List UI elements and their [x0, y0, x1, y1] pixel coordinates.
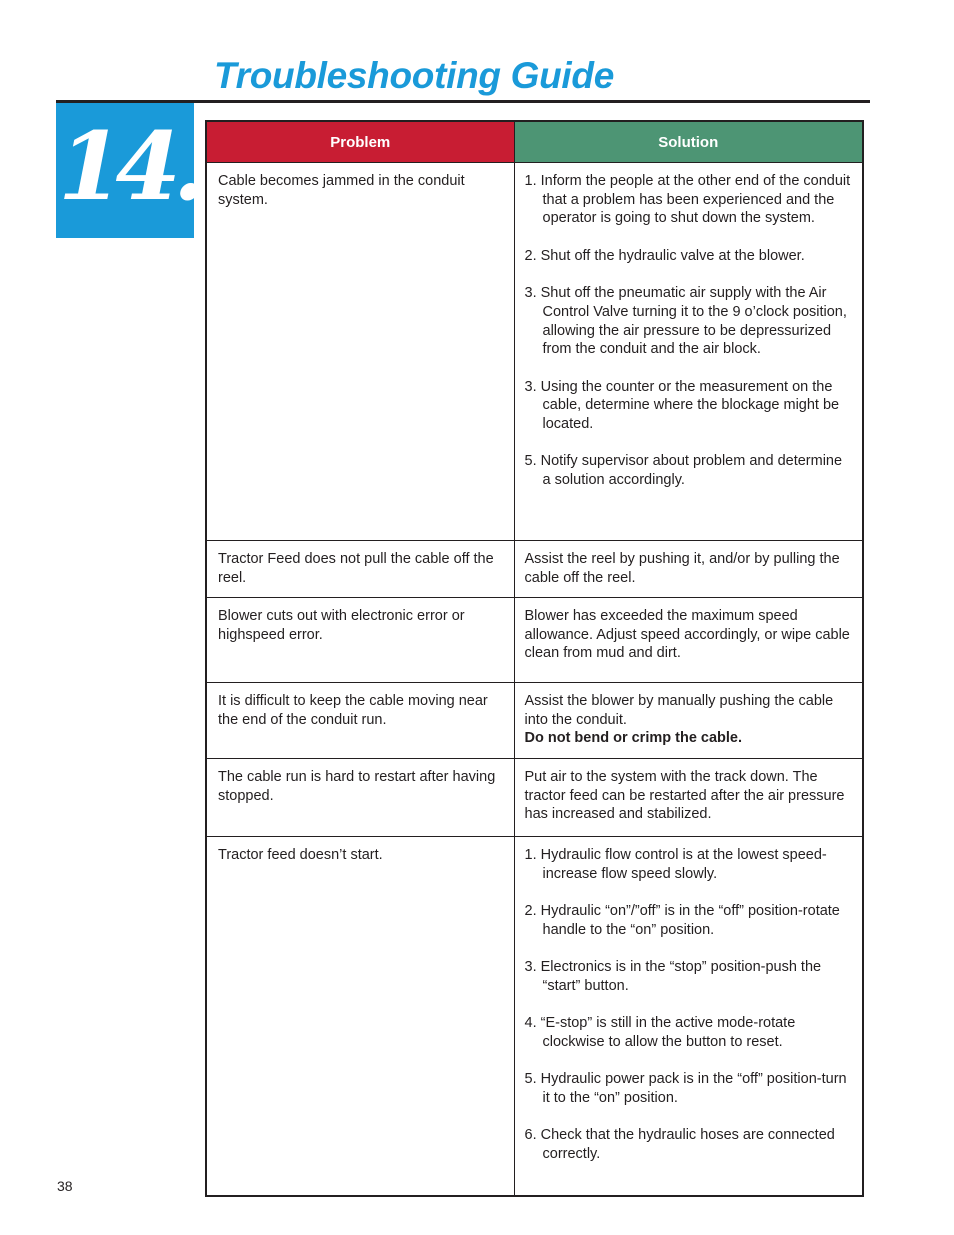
table-header-row — [206, 121, 863, 163]
problem-cell: It is difficult to keep the cable moving near the end of the conduit run. — [206, 683, 514, 759]
solution-step: 6. Check that the hydraulic hoses are connected correctly. — [524, 1127, 835, 1163]
solution-text: Assist the blower by manually pushing the cable into the conduit. — [524, 693, 834, 728]
solution-cell: Blower has exceeded the maximum speed allowance. Adjust speed accordingly, or wipe cable clean from mud and dirt. — [514, 598, 863, 683]
problem-column-header: Problem — [206, 121, 514, 163]
solution-column-header: Solution — [514, 121, 863, 163]
table-row — [206, 759, 863, 837]
solution-step: 2. Hydraulic “on”/”off” is in the “off” position-rotate handle to the “on” position. — [524, 903, 840, 938]
table-row — [206, 837, 863, 1196]
solution-step: 5. Notify supervisor about problem and determine a solution accordingly. — [524, 453, 843, 489]
troubleshooting-table — [205, 120, 864, 1197]
table-row — [206, 683, 863, 759]
solution-cell — [514, 837, 863, 1196]
warning-text: Do not bend or crimp the cable. — [524, 730, 743, 747]
solution-step: 5. Hydraulic power pack is in the “off” position-turn it to the “on” position. — [524, 1071, 847, 1107]
chapter-number: 14. — [58, 112, 198, 222]
solution-cell: Put air to the system with the track down. The tractor feed can be restarted after the air pressure has increased and stabilized. — [514, 759, 863, 837]
table-row — [206, 598, 863, 683]
page-number: 38 — [57, 1178, 73, 1194]
problem-cell: The cable run is hard to restart after having stopped. — [206, 759, 514, 837]
solution-step: 1. Hydraulic flow control is at the lowest speed-increase flow speed slowly. — [524, 847, 827, 882]
table-row — [206, 541, 863, 598]
solution-step: 4. “E-stop” is still in the active mode-rotate clockwise to allow the button to reset. — [524, 1015, 796, 1050]
problem-cell: Cable becomes jammed in the conduit system. — [206, 163, 514, 541]
page-title: Troubleshooting Guide — [214, 55, 614, 96]
table-row — [206, 163, 863, 541]
solution-step: 2. Shut off the hydraulic valve at the blower. — [524, 247, 805, 264]
solution-step: 3. Using the counter or the measurement on the cable, determine where the blockage might be located. — [524, 378, 840, 433]
chapter-badge — [56, 103, 198, 238]
solution-step: 3. Shut off the pneumatic air supply with the Air Control Valve turning it to the 9 o’clock position, allowing the air pressure to be depressurized from the conduit and the air block. — [524, 285, 847, 358]
problem-cell: Blower cuts out with electronic error or highspeed error. — [206, 598, 514, 683]
solution-step: 3. Electronics is in the “stop” position-push the “start” button. — [524, 959, 822, 994]
solution-cell: Assist the reel by pushing it, and/or by pulling the cable off the reel. — [514, 541, 863, 598]
problem-cell: Tractor Feed does not pull the cable off the reel. — [206, 541, 514, 598]
problem-cell: Tractor feed doesn’t start. — [206, 837, 514, 1196]
solution-step: 1. Inform the people at the other end of the conduit that a problem has been experienced and the operator is going to shut down the system. — [524, 173, 851, 227]
solution-cell — [514, 683, 863, 759]
solution-cell — [514, 163, 863, 541]
